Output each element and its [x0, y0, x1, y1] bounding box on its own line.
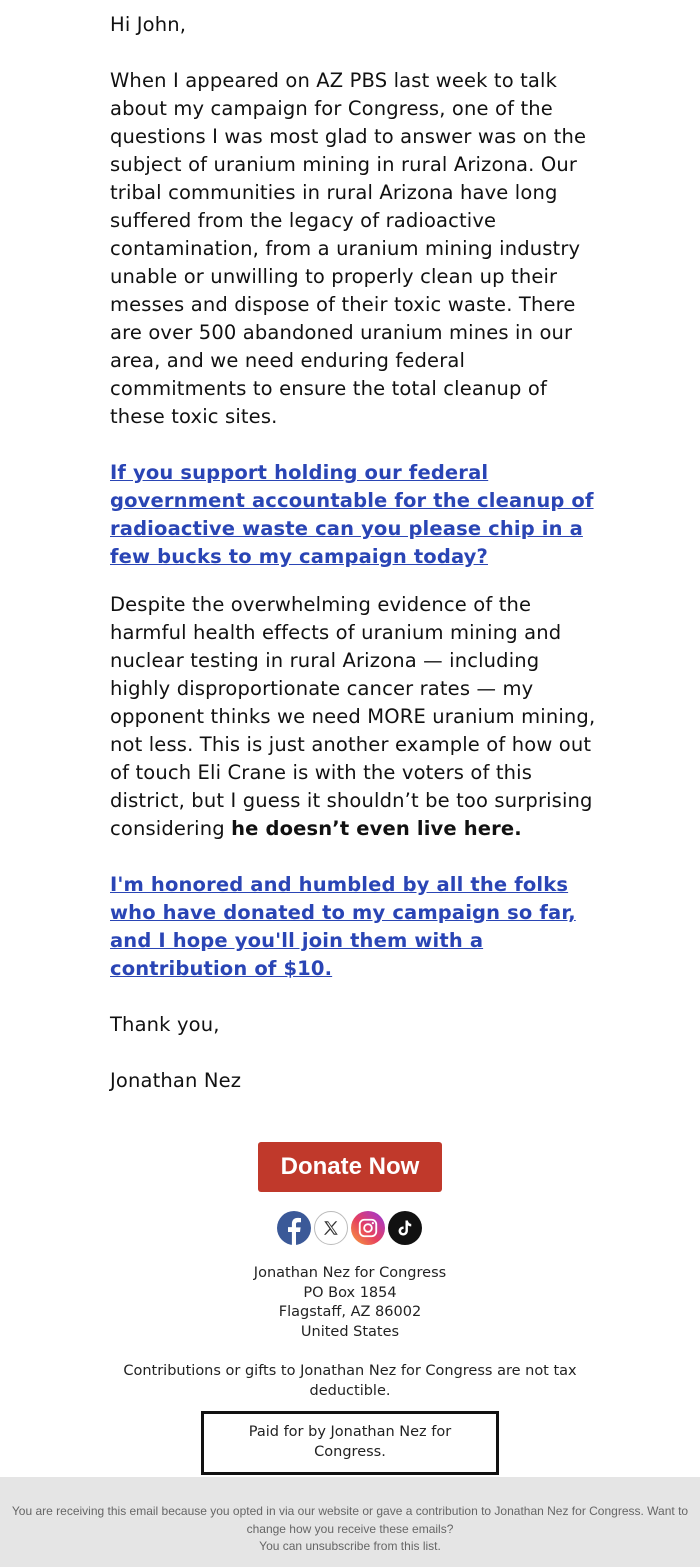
donate-link-1[interactable]: If you support holding our federal government accountable for the cleanup of radioactive waste can you please chip in a few bucks to my campaign today? — [110, 461, 594, 568]
x-icon[interactable] — [314, 1211, 348, 1245]
tax-disclaimer: Contributions or gifts to Jonathan Nez for Congress are not tax deductible. — [123, 1363, 577, 1399]
greeting: Hi John, — [110, 13, 187, 36]
address-line-1: PO Box 1854 — [303, 1284, 397, 1301]
donate-now-button[interactable]: Donate Now — [258, 1142, 442, 1192]
facebook-icon[interactable] — [277, 1211, 311, 1245]
body-paragraph-2 — [110, 591, 600, 843]
mailing-address — [0, 1264, 700, 1342]
body-paragraph-1: When I appeared on AZ PBS last week to talk about my campaign for Congress, one of the questions I was most glad to answer was on the subject of uranium mining in rural Arizona. Our tribal communities in rural Arizona have long suffered from the legacy of radioactive contamination, from a uranium mining industry unable or unwilling to properly clean up their messes and dispose of their toxic waste. There are over 500 abandoned uranium mines in our area, and we need enduring federal commitments to ensure the total cleanup of these toxic sites. — [110, 69, 587, 428]
org-name: Jonathan Nez for Congress — [253, 1265, 447, 1281]
tiktok-icon[interactable] — [388, 1211, 422, 1245]
address-country: United States — [300, 1323, 400, 1340]
paid-for-box: Paid for by Jonathan Nez for Congress. — [201, 1411, 499, 1475]
donate-link-2[interactable]: I'm honored and humbled by all the folks who have donated to my campaign so far, and I hope you'll join them with a contribution of $10. — [110, 873, 576, 980]
paragraph-2-bold: he doesn’t even live here. — [231, 817, 522, 840]
instagram-icon[interactable] — [351, 1211, 385, 1245]
signature: Jonathan Nez — [110, 1069, 242, 1092]
email-footer — [0, 1477, 700, 1567]
address-line-2: Flagstaff, AZ 86002 — [278, 1304, 422, 1321]
closing: Thank you, — [110, 1013, 220, 1036]
social-links — [277, 1211, 422, 1245]
footer-notice: You are receiving this email because you opted in via our website or gave a contribution to Jonathan Nez for Congress. Want to change how you receive these emails? — [11, 1504, 689, 1536]
unsubscribe-link[interactable]: You can unsubscribe from this list. — [259, 1539, 441, 1553]
email-body — [110, 11, 600, 1095]
paragraph-2-text: Despite the overwhelming evidence of the harmful health effects of uranium mining and nuclear testing in rural Arizona — including highly disproportionate cancer rates — my opponent thinks we need MORE uranium mining, not less. This is just another example of how out of touch Eli Crane is with the voters of this district, but I guess it shouldn’t be too surprising considering — [110, 593, 596, 840]
